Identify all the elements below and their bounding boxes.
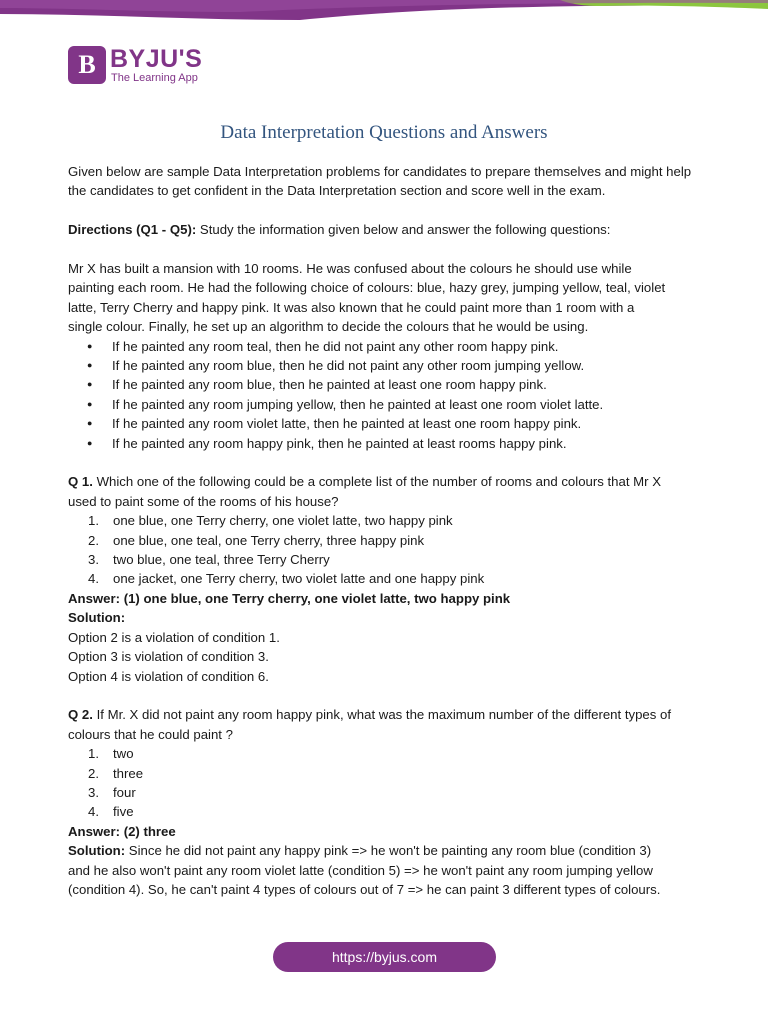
story-line: latte, Terry Cherry and happy pink. It was also known that he could paint more than 1 room with a [68, 299, 635, 315]
solution-line: Since he did not paint any happy pink => he won't be painting any room blue (condition 3) [125, 843, 652, 859]
website-link-button[interactable]: https://byjus.com [273, 942, 496, 972]
directions [68, 220, 708, 239]
question-2-text: If Mr. X did not paint any room happy pink, what was the maximum number of the different types of [92, 707, 672, 723]
question-1-options [68, 511, 708, 589]
solution-line: Option 2 is a violation of condition 1. [68, 629, 280, 645]
option-number: 4. [88, 804, 99, 820]
directions-label: Directions (Q1 - Q5): [68, 222, 197, 238]
question-1-answer: Answer: (1) one blue, one Terry cherry, one violet latte, two happy pink [68, 590, 511, 606]
condition-item: ● If he painted any room jumping yellow, then he painted at least one room violet latte. [68, 395, 708, 414]
solution-line: (condition 4). So, he can't paint 4 types of colours out of 7 => he can paint 3 different types of colours. [68, 881, 661, 897]
option-text: five [113, 804, 134, 820]
question-2-solution [68, 841, 708, 860]
story-line: Mr X has built a mansion with 10 rooms. He was confused about the colours he should use while [68, 261, 632, 276]
option-item [68, 764, 708, 783]
option-number: 3. [88, 784, 99, 800]
option-text: one blue, one Terry cherry, one violet latte, two happy pink [113, 513, 453, 529]
question-1-label: Q 1. [68, 474, 93, 490]
option-text: two blue, one teal, three Terry Cherry [113, 552, 330, 568]
solution-line: and he also won't paint any room violet latte (condition 5) => he won't paint any room jumping yellow [68, 862, 653, 878]
option-text: three [113, 765, 144, 781]
question-2-solution-label: Solution: [68, 843, 126, 859]
option-item [68, 802, 708, 821]
condition-item: ● If he painted any room blue, then he painted at least one room happy pink. [68, 375, 708, 394]
top-banner-graphic [0, 0, 768, 22]
question-2-label: Q 2. [68, 707, 93, 723]
option-item [68, 511, 708, 530]
option-item [68, 783, 708, 802]
logo-tagline: The Learning App [111, 72, 198, 84]
question-1-text-cont: used to paint some of the rooms of his house? [68, 493, 339, 509]
option-number: 3. [88, 552, 99, 568]
solution-line: Option 3 is violation of condition 3. [68, 649, 269, 665]
question-1-text: Which one of the following could be a complete list of the number of rooms and colours that Mr X [92, 474, 662, 490]
option-item [68, 550, 708, 569]
logo-name: BYJU'S [110, 45, 203, 73]
option-number: 4. [88, 571, 99, 587]
condition-item: ● If he painted any room violet latte, then he painted at least one room happy pink. [68, 414, 708, 433]
question-2-answer: Answer: (2) three [68, 823, 176, 839]
option-item [68, 569, 708, 588]
condition-item: ● If he painted any room blue, then he did not paint any other room jumping yellow. [68, 356, 708, 375]
option-item [68, 531, 708, 550]
question-1 [68, 472, 708, 491]
directions-text: Study the information given below and answer the following questions: [196, 222, 611, 238]
conditions-list [68, 337, 708, 453]
option-text: four [113, 784, 136, 800]
story-line: single colour. Finally, he set up an algorithm to decide the colours that he would be using. [68, 319, 589, 335]
condition-item: ● If he painted any room happy pink, then he painted at least rooms happy pink. [68, 434, 708, 453]
logo-mark [68, 46, 106, 84]
option-number: 1. [88, 746, 99, 762]
question-2-options [68, 744, 708, 822]
option-number: 2. [88, 765, 99, 781]
question-1-solution-label: Solution: [68, 610, 126, 626]
solution-line: Option 4 is violation of condition 6. [68, 668, 269, 684]
option-text: one jacket, one Terry cherry, two violet latte and one happy pink [113, 571, 485, 587]
option-text: one blue, one teal, one Terry cherry, three happy pink [113, 532, 425, 548]
option-number: 2. [88, 532, 99, 548]
option-number: 1. [88, 513, 99, 529]
intro-paragraph: Given below are sample Data Interpretation problems for candidates to prepare themselves and might help the candidates to get confident in the Data Interpretation section and score well in the exam. [68, 164, 692, 199]
page-title: Data Interpretation Questions and Answers [220, 122, 548, 143]
question-2-text-cont: colours that he could paint ? [68, 726, 233, 742]
question-2 [68, 705, 708, 724]
option-item [68, 744, 708, 763]
story-line: painting each room. He had the following choice of colours: blue, hazy grey, jumping yellow, teal, violet [68, 280, 666, 296]
option-text: two [113, 746, 134, 762]
document-body [68, 162, 708, 899]
top-banner [0, 0, 768, 22]
logo-letter: B [78, 50, 96, 79]
condition-item: ● If he painted any room teal, then he did not paint any other room happy pink. [68, 337, 708, 356]
